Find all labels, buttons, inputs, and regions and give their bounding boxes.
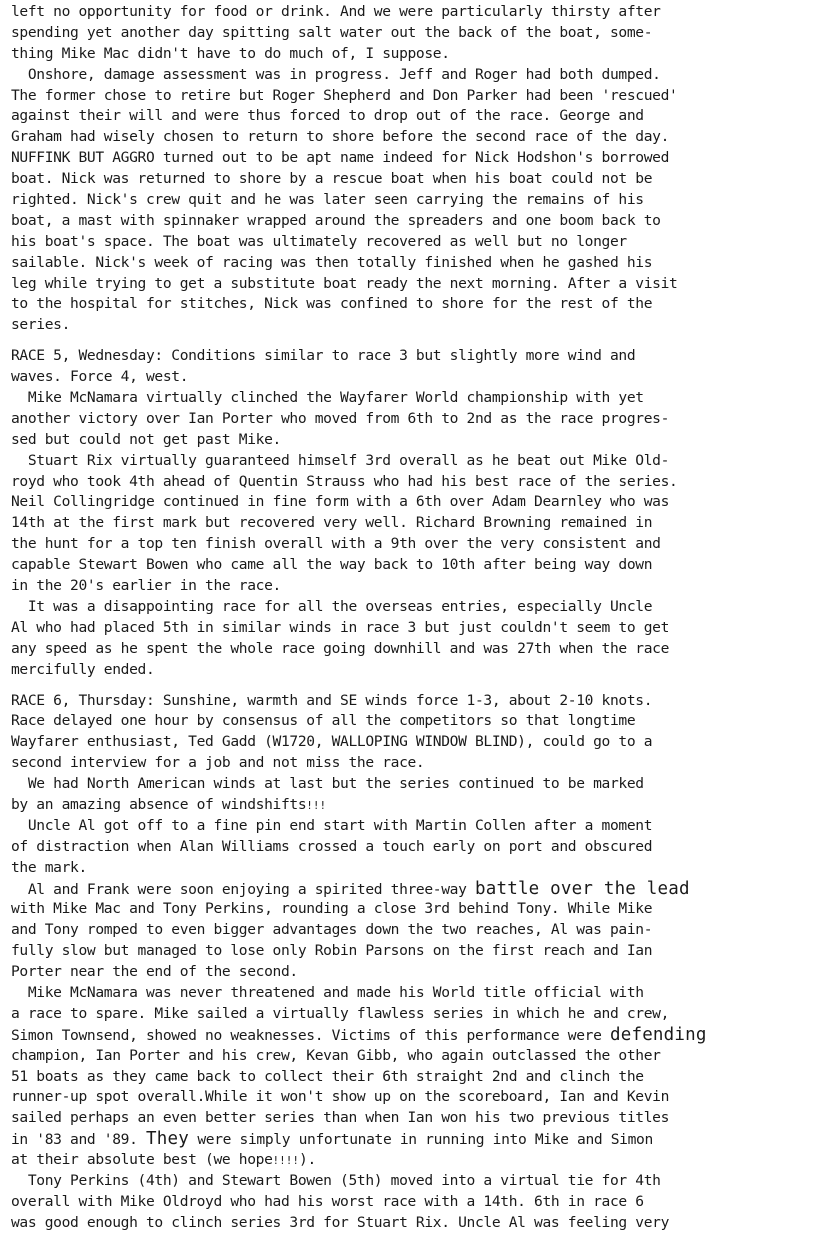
text-line: Graham had wisely chosen to return to shore before the second race of the day. <box>11 128 670 146</box>
paragraph <box>11 451 832 597</box>
paragraph <box>11 388 832 451</box>
text-line: 14th at the first mark but recovered very well. Richard Browning remained in <box>11 514 653 532</box>
text-line: left no opportunity for food or drink. And we were particularly thirsty after <box>11 3 661 20</box>
text-line: mercifully ended. <box>11 660 155 678</box>
text-line: another victory over Ian Porter who moved from 6th to 2nd as the race progres- <box>11 409 670 427</box>
exclamation-marks: !!! <box>306 798 327 812</box>
text-line: any speed as he spent the whole race going downhill and was 27th when the race <box>11 639 670 657</box>
text-line: in the 20's earlier in the race. <box>11 577 281 595</box>
text-line: the mark. <box>11 858 87 876</box>
text-run: by an amazing absence of windshifts <box>11 795 307 813</box>
text-line: sed but could not get past Mike. <box>11 430 281 448</box>
text-line <box>11 879 832 900</box>
text-line: with Mike Mac and Tony Perkins, rounding a close 3rd behind Tony. While Mike <box>11 900 653 918</box>
text-line: Al who had placed 5th in similar winds in race 3 but just couldn't seem to get <box>11 618 670 636</box>
text-line: RACE 6, Thursday: Sunshine, warmth and SE winds force 1-3, about 2-10 knots. <box>11 691 653 709</box>
text-line: Uncle Al got off to a fine pin end start with Martin Collen after a moment <box>11 816 653 834</box>
text-run: ). <box>299 1151 316 1169</box>
text-line: the hunt for a top ten finish overall with a 9th over the very consistent and <box>11 535 661 553</box>
text-line: spending yet another day spitting salt water out the back of the boat, some- <box>11 23 653 41</box>
text-line: Mike McNamara was never threatened and made his World title official with <box>11 983 644 1001</box>
text-line: 51 boats as they came back to collect their 6th straight 2nd and clinch the <box>11 1067 644 1085</box>
text-run: Al and Frank were soon enjoying a spirited three-way <box>11 880 475 898</box>
large-type-run: They <box>145 1129 189 1150</box>
text-line: boat. Nick was returned to shore by a rescue boat when his boat could not be <box>11 170 653 188</box>
text-run: at their absolute best (we hope <box>11 1151 273 1169</box>
text-line: Neil Collingridge continued in fine form with a 6th over Adam Dearnley who was <box>11 493 670 511</box>
text-line <box>11 1129 832 1150</box>
text-line: righted. Nick's crew quit and he was later seen carrying the remains of his <box>11 191 644 209</box>
text-line: NUFFINK BUT AGGRO turned out to be apt name indeed for Nick Hodshon's borrowed <box>11 149 670 167</box>
paragraph <box>11 1171 832 1234</box>
paragraph <box>11 774 832 816</box>
text-line: Wayfarer enthusiast, Ted Gadd (W1720, WALLOPING WINDOW BLIND), could go to a <box>11 733 653 751</box>
paragraph <box>11 879 832 983</box>
text-line: Stuart Rix virtually guaranteed himself 3rd overall as he beat out Mike Old- <box>11 451 670 469</box>
text-line: against their will and were thus forced to drop out of the race. George and <box>11 107 644 125</box>
text-line: boat, a mast with spinnaker wrapped around the spreaders and one boom back to <box>11 211 661 229</box>
exclamation-marks: !!!! <box>272 1154 300 1168</box>
text-line <box>11 1150 832 1171</box>
text-line: Race delayed one hour by consensus of all the competitors so that longtime <box>11 712 636 730</box>
text-line: champion, Ian Porter and his crew, Kevan Gibb, who again outclassed the other <box>11 1046 661 1064</box>
text-line: of distraction when Alan Williams crossed a touch early on port and obscured <box>11 837 653 855</box>
race-5-heading <box>11 346 832 388</box>
text-line: overall with Mike Oldroyd who had his worst race with a 14th. 6th in race 6 <box>11 1192 644 1210</box>
text-line: fully slow but managed to lose only Robin Parsons on the first reach and Ian <box>11 942 653 960</box>
text-line <box>11 1025 832 1046</box>
text-run: Simon Townsend, showed no weaknesses. Victims of this performance were <box>11 1026 610 1044</box>
text-line: It was a disappointing race for all the overseas entries, especially Uncle <box>11 597 653 615</box>
text-line: Tony Perkins (4th) and Stewart Bowen (5th) moved into a virtual tie for 4th <box>11 1171 661 1189</box>
text-run: were simply unfortunate in running into Mike and Simon <box>188 1131 653 1149</box>
text-line: was good enough to clinch series 3rd for Stuart Rix. Uncle Al was feeling very <box>11 1213 670 1231</box>
text-run: in '83 and '89. <box>11 1131 146 1149</box>
paragraph <box>11 597 832 681</box>
paragraph-gap <box>11 336 832 346</box>
text-line: runner-up spot overall.While it won't show up on the scoreboard, Ian and Kevin <box>11 1088 670 1106</box>
text-line: RACE 5, Wednesday: Conditions similar to race 3 but slightly more wind and <box>11 347 636 365</box>
text-line: The former chose to retire but Roger Shepherd and Don Parker had been 'rescued' <box>11 86 678 104</box>
paragraph <box>11 2 832 65</box>
race-6-heading <box>11 691 832 775</box>
paragraph <box>11 816 832 879</box>
text-line: Mike McNamara virtually clinched the Wayfarer World championship with yet <box>11 389 644 407</box>
text-line: capable Stewart Bowen who came all the way back to 10th after being way down <box>11 556 653 574</box>
text-line: waves. Force 4, west. <box>11 368 189 386</box>
text-line: thing Mike Mac didn't have to do much of, I suppose. <box>11 44 450 62</box>
paragraph <box>11 65 832 337</box>
text-line: sailed perhaps an even better series than when Ian won his two previous titles <box>11 1109 670 1127</box>
text-line: leg while trying to get a substitute boat ready the next morning. After a visit <box>11 274 678 292</box>
text-line: to the hospital for stitches, Nick was confined to shore for the rest of the <box>11 295 653 313</box>
large-type-run: battle over the lead <box>475 878 690 899</box>
text-line: his boat's space. The boat was ultimately recovered as well but no longer <box>11 232 627 250</box>
text-line: royd who took 4th ahead of Quentin Strauss who had his best race of the series. <box>11 472 678 490</box>
text-line: We had North American winds at last but the series continued to be marked <box>11 775 644 793</box>
text-line: and Tony romped to even bigger advantages down the two reaches, Al was pain- <box>11 921 653 939</box>
text-line: Onshore, damage assessment was in progress. Jeff and Roger had both dumped. <box>11 65 661 83</box>
large-type-run: defending <box>609 1024 707 1045</box>
paragraph <box>11 983 832 1171</box>
text-line: Porter near the end of the second. <box>11 963 298 981</box>
text-line: series. <box>11 316 71 334</box>
paragraph-gap <box>11 681 832 691</box>
text-line: second interview for a job and not miss the race. <box>11 754 425 772</box>
text-line <box>11 795 832 816</box>
text-line: a race to spare. Mike sailed a virtually flawless series in which he and crew, <box>11 1004 670 1022</box>
text-line: sailable. Nick's week of racing was then totally finished when he gashed his <box>11 253 653 271</box>
